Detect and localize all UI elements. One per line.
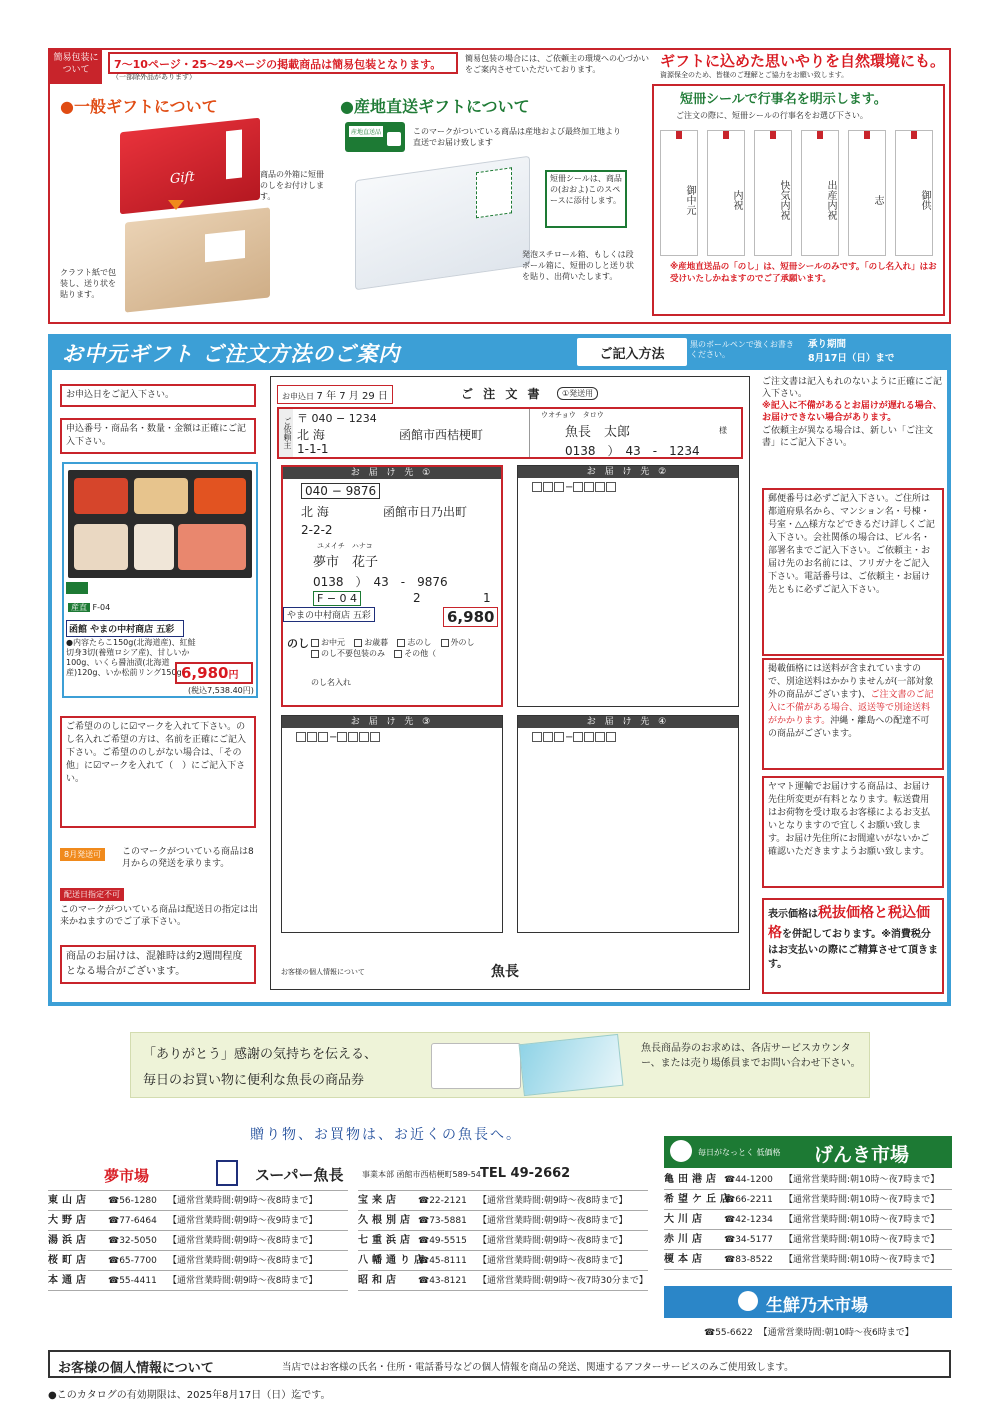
product-code: 産直 F-04 (68, 602, 110, 613)
dest1-pref[interactable]: 北 海 (301, 505, 329, 519)
simple-wrap-tag: 簡易包装について (50, 50, 102, 84)
order-period (808, 338, 894, 366)
dest1-furigana[interactable]: ユメイチ ハナコ (317, 542, 373, 550)
dest1-name[interactable]: 夢市 花子 (313, 555, 379, 570)
dest1-noshi-options: お中元 お歳暮 志のし 外のし のし不要包装のみ その他（ (311, 637, 481, 659)
store-row: 大野店 ☎77-6464 【通常営業時間:朝9時〜夜9時まで】 (48, 1211, 348, 1231)
form-footer-brand: 魚長 (491, 964, 519, 980)
tanzaku-card: 出産内祝 (801, 130, 839, 256)
howto-note: 黒のボールペンで強くお書きください。 (690, 340, 794, 360)
ticket-info: 魚長商品券のお求めは、各店サービスカウンター、または売り場係員までお問い合わせ下さい。 (641, 1043, 861, 1069)
store-row: 東山店 ☎56-1280 【通常営業時間:朝9時〜夜8時まで】 (48, 1191, 348, 1211)
tanzaku-card: 快気内祝 (754, 130, 792, 256)
product-photo (68, 470, 252, 578)
dest1-addr2[interactable]: 2-2-2 (301, 523, 333, 537)
foam-box-note: 発泡スチロール箱、もしくは段ボール箱に、短冊のしと送り状を貼り、出荷いたします。 (522, 250, 634, 281)
requester-pref[interactable]: 北 海 (297, 428, 325, 442)
truck-mini-icon (66, 582, 88, 594)
august-desc: このマークがついている商品は8月からの発送を承ります。 (122, 847, 254, 870)
destination-3: お 届 け 先 ③ − (281, 715, 503, 933)
dest1-city[interactable]: 函館市日乃出町 (383, 505, 468, 519)
tanzaku-placement-note: 短冊シールは、商品の(おおよ)このスペースに添付します。 (545, 170, 627, 228)
tanzaku-card: 志 (848, 130, 886, 256)
yume-ichiba-logo: 夢市場 (104, 1167, 150, 1185)
callout-delivery: 商品のお届けは、混雑時は約2週間程度となる場合がございます。 (60, 945, 256, 984)
store-row: 久根別店 ☎73-5881 【通常営業時間:朝9時〜夜8時まで】 (358, 1211, 648, 1231)
tanzaku-card: 御中元 (660, 130, 698, 256)
store-row: 赤川店 ☎34-5177 【通常営業時間:朝10時〜夜7時まで】 (664, 1230, 952, 1250)
tanzaku-card: 内祝 (707, 130, 745, 256)
simple-wrap-notice: 7〜10ページ・25〜29ページの掲載商品は簡易包装となります。 (108, 52, 458, 74)
nogi-tel: ☎55-6622 (704, 1328, 753, 1338)
august-tag: 8月発送可 (60, 848, 105, 861)
product-price: 6,980 (181, 664, 229, 682)
requester-zip[interactable]: 〒 040 − 1234 (297, 412, 377, 425)
catalog-validity: ●このカタログの有効期限は、2025年8月17日（日）迄です。 (48, 1390, 331, 1401)
gift-ticket-banner (130, 1032, 870, 1098)
nogi-name: 生鮮乃木市場 (766, 1296, 868, 1316)
general-gift-title: ●一般ギフトについて (60, 97, 218, 116)
product-price-tax: (税込7,538.40円) (188, 686, 254, 695)
store-row: 亀田港店 ☎44-1200 【通常営業時間:朝10時〜夜7時まで】 (664, 1170, 952, 1190)
callout-right-1: ご注文書は記入もれのないように正確にご記入下さい。 ※記入に不備があるとお届けが遅れる場合、お届けできない場合があります。 ご依頼主が異なる場合は、新しい「ご注文書」にご記入下さい。 (762, 377, 943, 448)
form-copy-label: ①発送用 (557, 387, 598, 400)
dest1-namein[interactable]: のし名入れ (311, 678, 351, 687)
hq-tel: TEL 49-2662 (480, 1166, 571, 1181)
store-row: 大川店 ☎42-1234 【通常営業時間:朝10時〜夜7時まで】 (664, 1210, 952, 1230)
requester-tel[interactable]: 0138 ） 43 - 1234 (565, 444, 700, 458)
genki-ichiba-banner (664, 1136, 952, 1168)
kraft-box-image (125, 207, 270, 312)
order-form (270, 376, 750, 990)
privacy-text: 当店ではお客様の氏名・住所・電話番号などの個人情報を商品の発送、関連するアフターサービスのみご使用致します。 (282, 1362, 794, 1373)
store-row: 本通店 ☎55-4411 【通常営業時間:朝9時〜夜8時まで】 (48, 1271, 348, 1291)
store-list-mid (358, 1190, 648, 1291)
product-desc: ●内容たらこ150g(北海道産)、紅鮭切身3切(養殖ロシア産)、甘しいか100g、いくら醤油漬(北海道産)120g、いか松前リング150g (66, 638, 196, 677)
form-date-field[interactable]: お申込日 7 年 7 月 29 日 (277, 385, 393, 404)
callout-right-3: 掲載価格には送料が含まれていますので、別途送料はかかりませんが(一部対象外の商品がございます)、ご注文書のご記入に不備がある場合、返送等で別途送料がかかります。沖縄・離島への配達不可の商品がございます。 (762, 658, 944, 770)
requester-city[interactable]: 函館市西桔梗町 (399, 428, 484, 442)
ticket-line-1: 「ありがとう」感謝の気持ちを伝える、 (143, 1047, 378, 1062)
ticket-line-2: 毎日のお買い物に便利な魚長の商品券 (143, 1073, 365, 1088)
dest1-item-no[interactable]: F − 0 4 (313, 591, 361, 606)
gift-ticket-image (431, 1043, 521, 1089)
nogi-hours: 【通常営業時間:朝10時〜夜6時まで】 (758, 1328, 914, 1338)
callout-right-4: ヤマト運輸でお届けする商品は、お届け先住所変更が有料となります。転送費用はお荷物を受け取るお客様によるお支払いとなりますので宜しくお願い致します。お届け先住所にお間違いがないかご確認いただきますようお願い致します。 (762, 776, 944, 888)
direct-badge-label: 産地直送品 (349, 126, 383, 137)
store-list-left (48, 1190, 348, 1291)
requester-furigana[interactable]: ウオチョウ タロウ (541, 411, 604, 419)
tanzaku-sub: ご注文の際に、短冊シールの行事名をお選び下さい。 (676, 111, 868, 120)
order-period-label: 承り期間 (808, 339, 847, 350)
shop-tagline: 贈り物、お買物は、お近くの魚長へ。 (250, 1127, 522, 1143)
direct-gift-title: ●産地直送ギフトについて (340, 97, 530, 116)
product-price-unit: 円 (228, 670, 239, 681)
order-guide-title: お中元ギフト ご注文方法のご案内 (62, 342, 401, 366)
callout-date: お申込日をご記入下さい。 (60, 384, 256, 407)
tanzaku-note: ※産地直送品の「のし」は、短冊シールのみです。「のし名入れ」はお受けいたしかねますのでご了承願います。 (670, 262, 937, 284)
privacy-box (48, 1350, 951, 1378)
eco-title: ギフトに込めた思いやりを自然環境にも。 (660, 52, 946, 70)
red-gift-box-image (120, 118, 260, 215)
form-footer-note: お客様の個人情報について (281, 968, 365, 976)
destination-4: お 届 け 先 ④ − (517, 715, 739, 933)
noshi-strip (226, 130, 242, 180)
store-row: 七重浜店 ☎49-5515 【通常営業時間:朝9時〜夜8時まで】 (358, 1231, 648, 1251)
general-note-outer: 商品の外箱に短冊のしをお付けします。 (260, 170, 324, 201)
destination-1: お 届 け 先 ① 040 − 9876 北 海 函館市日乃出町 2-2-2 ユメイチ ハナコ 夢市 花子 0138 ） 43 - 9876 F − 0 4 2 1 やまの中村商店 五彩 6,980 のし お中元 お歳暮 志のし 外のし のし不要包装のみ その他（ のし名入れ (281, 465, 503, 707)
uocho-logo-icon (216, 1160, 238, 1186)
dest1-price[interactable]: 6,980 (443, 607, 498, 627)
store-row: 湯浜店 ☎32-5050 【通常営業時間:朝9時〜夜8時まで】 (48, 1231, 348, 1251)
arrow-down-icon (168, 200, 184, 210)
general-note-kraft: クラフト紙で包装し、送り状を貼ります。 (60, 268, 116, 299)
store-row: 希望ケ丘店☎66-2211 【通常営業時間:朝10時〜夜7時まで】 (664, 1190, 952, 1210)
store-row: 榎本店 ☎83-8522 【通常営業時間:朝10時〜夜7時まで】 (664, 1250, 952, 1270)
requester-block: ご依頼主 〒 040 − 1234 北 海 函館市西桔梗町 1-1-1 ウオチョウ タロウ 魚長 太郎 様 0138 ） 43 - 1234 (277, 407, 743, 459)
product-name: 函館 やまの中村商店 五彩 (66, 620, 184, 637)
form-title: ご 注 文 書 (461, 387, 543, 401)
dest1-product[interactable]: やまの中村商店 五彩 (283, 607, 375, 622)
requester-addr2[interactable]: 1-1-1 (297, 442, 329, 456)
store-row: 宝来店 ☎22-2121 【通常営業時間:朝9時〜夜8時まで】 (358, 1191, 648, 1211)
dest1-qty[interactable]: 1 (483, 591, 491, 605)
dest1-zip[interactable]: 040 − 9876 (301, 483, 380, 499)
store-list-right (664, 1170, 952, 1270)
truck-icon (345, 122, 405, 152)
gift-ticket-stack-image (519, 1034, 624, 1096)
shipping-slip (205, 230, 245, 262)
no-date-tag: 配送日指定不可 (60, 888, 124, 901)
order-period-date: 8月17日（日）まで (808, 352, 895, 364)
tanzaku-card: 御供 (895, 130, 933, 256)
callout-right-2: 郵便番号は必ずご記入下さい。ご住所は都道府県名から、マンション名・号棟・号室・△△様方などできるだけ詳しくご記入下さい。会社関係の場合は、ビル名・部署名までご記入下さい。ご依頼主・お届け先のお名前には、フリガナをご記入下さい。電話番号は、ご依頼主・お届け先ともに必ずご記入下さい。 (762, 488, 944, 656)
requester-name[interactable]: 魚長 太郎 (565, 425, 631, 440)
nogi-ichiba-banner (664, 1286, 952, 1318)
callout-right-5: 表示価格は税抜価格と税込価格を併記しております。※消費税分はお支払いの際にご精算させて頂きます。 (762, 898, 944, 994)
nogi-contact (704, 1325, 914, 1338)
hq-address: 事業本部 函館市西桔梗町589-54 (362, 1170, 481, 1179)
direct-gift-desc: このマークがついている商品は産地および最終加工地より直送でお届け致します (413, 127, 621, 148)
destination-2: お 届 け 先 ② − (517, 465, 739, 707)
genki-prefix: 毎日がなっとく 低価格 (698, 1148, 781, 1157)
genki-name: げんき市場 (814, 1144, 910, 1166)
dest1-noshi-label: のし (287, 637, 309, 650)
store-row: 八幡通り店☎45-8111 【通常営業時間:朝9時〜夜8時まで】 (358, 1251, 648, 1271)
tanzaku-title: 短冊シールで行事名を明示します。 (680, 92, 887, 107)
howto-badge: ご記入方法 (577, 338, 687, 366)
callout-item: 申込番号・商品名・数量・金額は正確にご記入下さい。 (60, 418, 256, 454)
simple-wrap-sub: （一部除外品があります） (112, 73, 196, 81)
store-row: 昭和店 ☎43-8121 【通常営業時間:朝9時〜夜7時30分まで】 (358, 1271, 648, 1291)
store-row: 桜町店 ☎65-7700 【通常営業時間:朝9時〜夜8時まで】 (48, 1251, 348, 1271)
no-date-desc: このマークがついている商品は配送日の指定は出来かねますのでご了承下さい。 (60, 905, 259, 928)
eco-sub: 資源保全のため、皆様のご理解とご協力をお願い致します。 (660, 71, 849, 79)
dest1-qty-box[interactable]: 2 (413, 591, 421, 605)
nogi-mascot-icon (738, 1291, 758, 1311)
super-uocho-logo: スーパー魚長 (255, 1166, 344, 1184)
requester-name-suffix: 様 (719, 426, 727, 435)
dest1-tel[interactable]: 0138 ） 43 - 9876 (313, 575, 448, 589)
product-price-box (175, 662, 253, 684)
genki-mascot-icon (670, 1140, 692, 1162)
gift-box-label: Gift (170, 169, 195, 188)
callout-noshi: ご希望ののしに☑マークを入れて下さい。のし名入れご希望の方は、名前を正確にご記入下さい。ご希望ののしがない場合は、「その他」に☑マークを入れて（ ）にご記入下さい。 (60, 716, 256, 828)
privacy-title: お客様の個人情報について (58, 1361, 214, 1376)
simple-wrap-desc: 簡易包装の場合には、ご依頼主の環境への心づかいをご案内させていただいております。 (465, 54, 649, 74)
